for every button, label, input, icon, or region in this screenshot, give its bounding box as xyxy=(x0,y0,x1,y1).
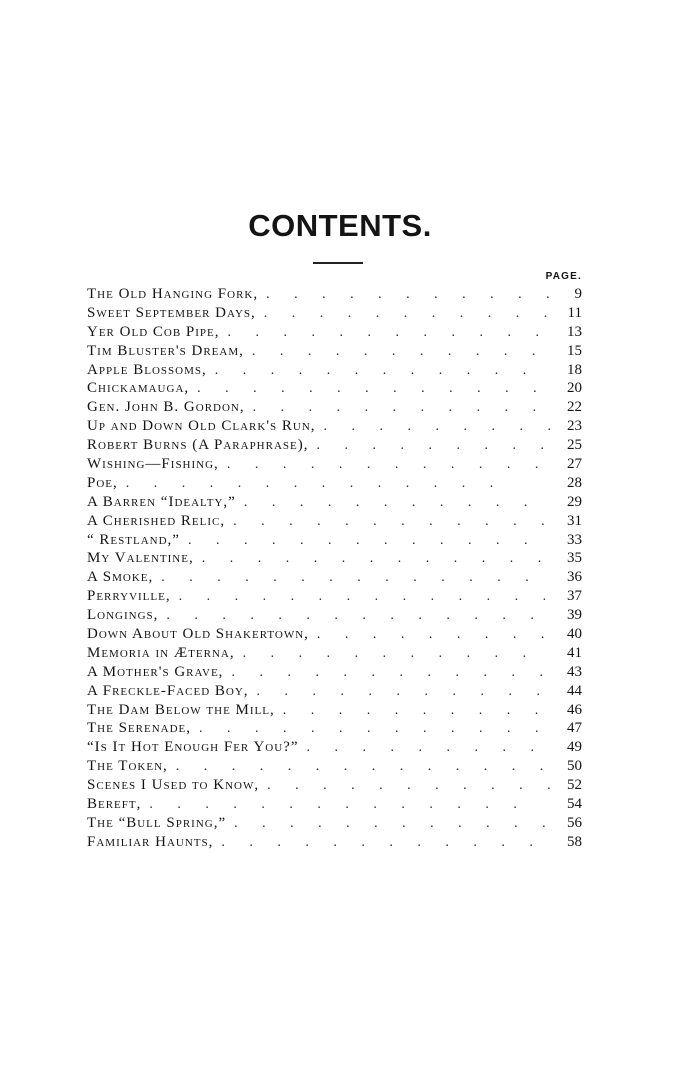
dot-leader xyxy=(168,758,550,776)
dot-leader xyxy=(141,796,550,814)
entry-page-number: 40 xyxy=(567,626,582,643)
entry-page-number: 13 xyxy=(567,323,582,340)
entry-title: The Old Hanging Fork, xyxy=(87,286,259,302)
entry-title: The “Bull Spring,” xyxy=(87,814,227,831)
dot-leader xyxy=(245,399,550,417)
entry-page-number: 50 xyxy=(567,758,582,775)
toc-entry xyxy=(87,795,582,814)
toc-entry xyxy=(87,682,582,701)
toc-entry xyxy=(87,644,582,663)
entry-page-number: 28 xyxy=(567,474,582,491)
dot-leader xyxy=(171,588,550,606)
dot-leader xyxy=(316,418,550,436)
entry-title: A Freckle-Faced Boy, xyxy=(87,682,249,699)
toc-entry xyxy=(87,587,582,606)
table-of-contents xyxy=(87,285,582,852)
title-rule xyxy=(313,262,363,264)
entry-page-number: 43 xyxy=(567,663,582,680)
entry-title: A Mother's Grave, xyxy=(87,663,224,680)
dot-leader xyxy=(191,720,550,738)
toc-entry xyxy=(87,833,582,852)
toc-entry xyxy=(87,455,582,474)
dot-leader xyxy=(220,324,550,342)
entry-page-number: 56 xyxy=(567,814,582,831)
toc-entry xyxy=(87,323,582,342)
toc-entry xyxy=(87,379,582,398)
dot-leader xyxy=(236,494,550,512)
entry-page-number: 41 xyxy=(567,644,582,661)
entry-page-number: 18 xyxy=(567,361,582,378)
entry-page-number: 9 xyxy=(574,286,582,302)
dot-leader xyxy=(219,456,550,474)
entry-page-number: 35 xyxy=(567,550,582,567)
toc-entry xyxy=(87,549,582,568)
dot-leader xyxy=(249,683,550,701)
toc-entry xyxy=(87,738,582,757)
toc-entry xyxy=(87,512,582,531)
entry-title: Apple Blossoms, xyxy=(87,361,207,378)
entry-page-number: 15 xyxy=(567,342,582,359)
entry-page-number: 54 xyxy=(567,796,582,813)
entry-page-number: 39 xyxy=(567,607,582,624)
entry-page-number: 27 xyxy=(567,456,582,473)
dot-leader xyxy=(226,815,550,833)
toc-entry xyxy=(87,417,582,436)
toc-entry xyxy=(87,342,582,361)
toc-entry xyxy=(87,474,582,493)
dot-leader xyxy=(299,739,551,757)
toc-entry xyxy=(87,398,582,417)
entry-page-number: 49 xyxy=(567,739,582,756)
entry-page-number: 29 xyxy=(567,493,582,510)
dot-leader xyxy=(258,286,550,304)
dot-leader xyxy=(180,532,550,550)
toc-entry xyxy=(87,531,582,550)
entry-title: “Is It Hot Enough Fer You?” xyxy=(87,739,299,756)
toc-entry xyxy=(87,719,582,738)
entry-title: A Barren “Idealty,” xyxy=(87,493,236,510)
entry-title: Robert Burns (A Paraphrase), xyxy=(87,437,309,454)
toc-entry xyxy=(87,493,582,512)
toc-entry xyxy=(87,757,582,776)
entry-title: A Smoke, xyxy=(87,569,154,586)
entry-title: Up and Down Old Clark's Run, xyxy=(87,418,316,435)
entry-title: A Cherished Relic, xyxy=(87,512,226,529)
dot-leader xyxy=(309,626,550,644)
toc-entry xyxy=(87,625,582,644)
entry-page-number: 52 xyxy=(567,777,582,794)
entry-page-number: 31 xyxy=(567,512,582,529)
dot-leader xyxy=(213,834,550,852)
dot-leader xyxy=(275,702,550,720)
toc-entry xyxy=(87,361,582,380)
entry-page-number: 11 xyxy=(567,304,582,321)
toc-entry xyxy=(87,304,582,323)
entry-page-number: 46 xyxy=(567,701,582,718)
entry-title: Sweet September Days, xyxy=(87,304,256,321)
toc-entry xyxy=(87,814,582,833)
entry-title: Memoria in Æterna, xyxy=(87,644,235,661)
entry-title: Gen. John B. Gordon, xyxy=(87,399,245,416)
dot-leader xyxy=(158,607,550,625)
entry-page-number: 23 xyxy=(567,418,582,435)
entry-title: Longings, xyxy=(87,607,159,624)
entry-page-number: 47 xyxy=(567,720,582,737)
dot-leader xyxy=(153,569,550,587)
toc-entry xyxy=(87,606,582,625)
toc-entry xyxy=(87,285,582,304)
entry-title: The Serenade, xyxy=(87,720,191,737)
entry-title: Wishing—Fishing, xyxy=(87,456,219,473)
toc-entry xyxy=(87,776,582,795)
entry-title: Bereft, xyxy=(87,796,142,813)
entry-title: Yer Old Cob Pipe, xyxy=(87,323,220,340)
entry-title: The Dam Below the Mill, xyxy=(87,701,275,718)
dot-leader xyxy=(189,380,550,398)
dot-leader xyxy=(118,475,550,493)
entry-title: Poe, xyxy=(87,474,118,491)
entry-page-number: 22 xyxy=(567,399,582,416)
entry-page-number: 33 xyxy=(567,531,582,548)
entry-title: “ Restland,” xyxy=(87,531,180,548)
entry-title: My Valentine, xyxy=(87,550,194,567)
toc-entry xyxy=(87,436,582,455)
dot-leader xyxy=(207,362,550,380)
page-title: CONTENTS. xyxy=(248,208,432,243)
toc-entry xyxy=(87,701,582,720)
dot-leader xyxy=(194,550,550,568)
entry-title: Perryville, xyxy=(87,588,171,605)
dot-leader xyxy=(256,305,550,323)
entry-page-number: 36 xyxy=(567,569,582,586)
dot-leader xyxy=(225,513,550,531)
entry-page-number: 25 xyxy=(567,437,582,454)
entry-title: Scenes I Used to Know, xyxy=(87,777,260,794)
entry-page-number: 44 xyxy=(567,682,582,699)
entry-title: Tim Bluster's Dream, xyxy=(87,342,244,359)
dot-leader xyxy=(235,645,550,663)
entry-title: The Token, xyxy=(87,758,168,775)
page-column-label: PAGE. xyxy=(545,271,582,282)
entry-page-number: 37 xyxy=(567,588,582,605)
dot-leader xyxy=(259,777,550,795)
entry-title: Chickamauga, xyxy=(87,380,190,397)
toc-entry xyxy=(87,568,582,587)
entry-title: Down About Old Shakertown, xyxy=(87,626,309,643)
toc-entry xyxy=(87,663,582,682)
entry-title: Familiar Haunts, xyxy=(87,833,214,850)
entry-page-number: 20 xyxy=(567,380,582,397)
dot-leader xyxy=(244,343,550,361)
dot-leader xyxy=(309,437,551,455)
entry-page-number: 58 xyxy=(567,833,582,850)
dot-leader xyxy=(223,664,550,682)
